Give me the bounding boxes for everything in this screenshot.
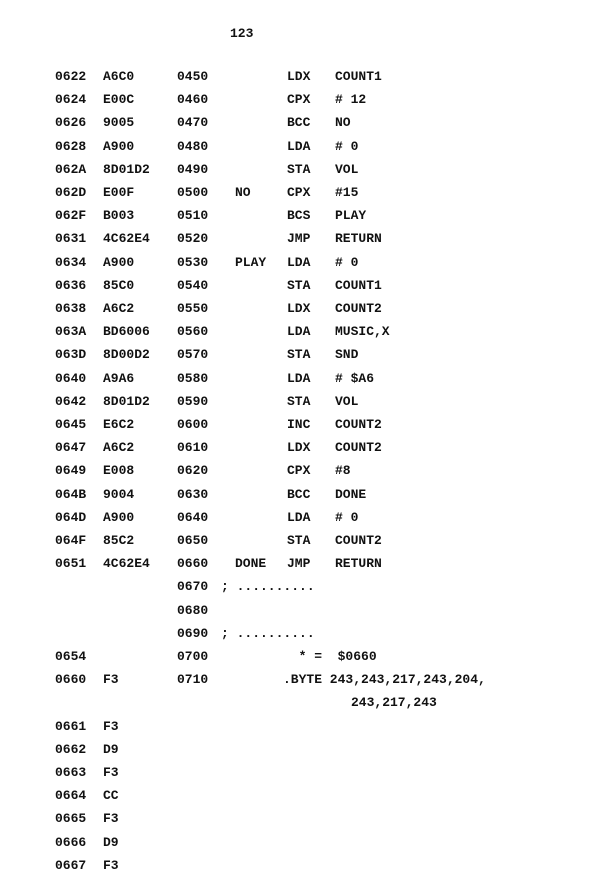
code-line <box>0 182 600 204</box>
object-code: B003 <box>103 208 135 224</box>
line-number: 0620 <box>177 463 209 479</box>
address: 063D <box>55 347 87 363</box>
object-code: 85C0 <box>103 277 135 293</box>
mnemonic: STA <box>287 393 311 409</box>
data-byte-line <box>0 808 600 830</box>
mnemonic: CPX <box>287 185 311 200</box>
mnemonic: LDX <box>287 301 311 316</box>
mnemonic: BCC <box>287 486 311 502</box>
comment-line <box>0 623 600 645</box>
mnemonic: CPX <box>287 463 311 479</box>
object-code: F3 <box>103 857 119 873</box>
mnemonic: STA <box>287 161 311 177</box>
comment: ; .......... <box>221 625 315 641</box>
line-number: 0550 <box>177 301 209 316</box>
data-byte-line <box>0 716 600 738</box>
address: 0660 <box>55 672 87 688</box>
line-number: 0450 <box>177 69 209 84</box>
mnemonic: BCS <box>287 208 311 224</box>
code-line <box>0 159 600 181</box>
mnemonic: LDA <box>287 138 311 154</box>
line-number: 0590 <box>177 393 209 409</box>
object-code: CC <box>103 788 119 804</box>
address: 062A <box>55 161 87 177</box>
mnemonic: JMP <box>287 556 311 572</box>
operand: VOL <box>335 161 359 177</box>
line-number: 0580 <box>177 370 209 386</box>
address: 0662 <box>55 741 87 757</box>
address: 0649 <box>55 463 87 479</box>
mnemonic: LDX <box>287 440 311 456</box>
mnemonic: STA <box>287 347 311 363</box>
object-code: E008 <box>103 463 135 479</box>
address: 064F <box>55 533 87 548</box>
address: 062F <box>55 208 87 224</box>
mnemonic: STA <box>287 277 311 293</box>
object-code: A6C2 <box>103 301 135 316</box>
address: 0666 <box>55 834 87 850</box>
code-line <box>0 252 600 274</box>
code-line <box>0 391 600 413</box>
code-line <box>0 344 600 366</box>
line-number: 0500 <box>177 185 209 200</box>
mnemonic: JMP <box>287 231 311 247</box>
operand: COUNT2 <box>335 301 382 316</box>
address: 062D <box>55 185 87 200</box>
comment-line <box>0 576 600 598</box>
mnemonic: CPX <box>287 92 311 108</box>
operand: MUSIC,X <box>335 324 390 340</box>
code-line <box>0 66 600 88</box>
label: NO <box>235 185 251 200</box>
code-line <box>0 205 600 227</box>
object-code: A900 <box>103 138 135 154</box>
object-code: 9004 <box>103 486 135 502</box>
address: 0647 <box>55 440 87 456</box>
code-line <box>0 136 600 158</box>
label: DONE <box>235 556 267 572</box>
line-number: 0490 <box>177 161 209 177</box>
operand: COUNT2 <box>335 533 382 548</box>
directive: .BYTE 243,243,217,243,204, <box>283 672 486 688</box>
object-code: F3 <box>103 811 119 827</box>
line-number: 0460 <box>177 92 209 108</box>
address: 0626 <box>55 115 87 131</box>
operand: # 0 <box>335 138 359 154</box>
mnemonic: LDA <box>287 324 311 340</box>
operand: # 12 <box>335 92 367 108</box>
address: 0634 <box>55 254 87 270</box>
address: 0667 <box>55 857 87 873</box>
page-number: 123 <box>230 26 254 41</box>
data-byte-line <box>0 739 600 761</box>
address: 0654 <box>55 649 87 664</box>
address: 0664 <box>55 788 87 804</box>
line-number: 0630 <box>177 486 209 502</box>
data-byte-line <box>0 785 600 807</box>
address: 0645 <box>55 417 87 432</box>
code-line <box>0 414 600 436</box>
object-code: A9A6 <box>103 370 135 386</box>
operand: COUNT1 <box>335 69 382 84</box>
object-code: A900 <box>103 254 135 270</box>
operand: COUNT1 <box>335 277 382 293</box>
address: 0640 <box>55 370 87 386</box>
line-number: 0690 <box>177 625 209 641</box>
code-line <box>0 507 600 529</box>
line-number: 0670 <box>177 579 209 595</box>
object-code: A900 <box>103 509 135 525</box>
address: 0661 <box>55 718 87 734</box>
operand: # 0 <box>335 254 359 270</box>
code-line <box>0 298 600 320</box>
address: 0636 <box>55 277 87 293</box>
code-line <box>0 553 600 575</box>
data-byte-line <box>0 855 600 877</box>
line-number: 0710 <box>177 672 209 688</box>
data-byte-line <box>0 832 600 854</box>
operand: RETURN <box>335 231 382 247</box>
line-number: 0540 <box>177 277 209 293</box>
object-code: E6C2 <box>103 417 135 432</box>
code-line <box>0 530 600 552</box>
object-code: E00C <box>103 92 135 108</box>
line-number: 0530 <box>177 254 209 270</box>
code-line <box>0 437 600 459</box>
comment-line <box>0 600 600 622</box>
address: 0663 <box>55 765 87 780</box>
address: 0628 <box>55 138 87 154</box>
continuation-line <box>0 692 600 714</box>
operand: DONE <box>335 486 367 502</box>
object-code: A6C0 <box>103 69 135 84</box>
line-number: 0680 <box>177 602 209 618</box>
directive-line <box>0 646 600 668</box>
operand: RETURN <box>335 556 382 572</box>
line-number: 0560 <box>177 324 209 340</box>
directive-line <box>0 669 600 691</box>
code-line <box>0 321 600 343</box>
address: 064B <box>55 486 87 502</box>
address: 0642 <box>55 393 87 409</box>
line-number: 0570 <box>177 347 209 363</box>
operand: #8 <box>335 463 351 479</box>
operand: # $A6 <box>335 370 375 386</box>
operand: SND <box>335 347 359 363</box>
code-line <box>0 460 600 482</box>
mnemonic: BCC <box>287 115 311 131</box>
address: 0624 <box>55 92 87 108</box>
code-line <box>0 484 600 506</box>
operand: # 0 <box>335 509 359 525</box>
object-code: 8D00D2 <box>103 347 150 363</box>
operand: VOL <box>335 393 359 409</box>
code-line <box>0 275 600 297</box>
label: PLAY <box>235 254 267 270</box>
data-byte-line <box>0 762 600 784</box>
line-number: 0640 <box>177 509 209 525</box>
comment: ; .......... <box>221 579 315 595</box>
address: 0638 <box>55 301 87 316</box>
code-line <box>0 112 600 134</box>
line-number: 0470 <box>177 115 209 131</box>
mnemonic: LDA <box>287 509 311 525</box>
operand: #15 <box>335 185 359 200</box>
line-number: 0610 <box>177 440 209 456</box>
line-number: 0700 <box>177 649 209 664</box>
address: 063A <box>55 324 87 340</box>
object-code: 4C62E4 <box>103 231 150 247</box>
directive: * = $0660 <box>283 649 377 664</box>
code-line <box>0 89 600 111</box>
operand: COUNT2 <box>335 417 382 432</box>
object-code: E00F <box>103 185 135 200</box>
object-code: 8D01D2 <box>103 393 150 409</box>
object-code: D9 <box>103 741 119 757</box>
line-number: 0480 <box>177 138 209 154</box>
address: 0631 <box>55 231 87 247</box>
object-code: 85C2 <box>103 533 135 548</box>
object-code: 9005 <box>103 115 135 131</box>
mnemonic: STA <box>287 533 311 548</box>
code-line <box>0 368 600 390</box>
object-code: 4C62E4 <box>103 556 150 572</box>
mnemonic: INC <box>287 417 311 432</box>
line-number: 0660 <box>177 556 209 572</box>
line-number: 0520 <box>177 231 209 247</box>
mnemonic: LDX <box>287 69 311 84</box>
address: 0665 <box>55 811 87 827</box>
address: 0622 <box>55 69 87 84</box>
operand: PLAY <box>335 208 367 224</box>
mnemonic: LDA <box>287 370 311 386</box>
object-code: BD6006 <box>103 324 150 340</box>
address: 0651 <box>55 556 87 572</box>
object-code: F3 <box>103 672 119 688</box>
line-number: 0600 <box>177 417 209 432</box>
line-number: 0650 <box>177 533 209 548</box>
object-code: F3 <box>103 765 119 780</box>
operand: COUNT2 <box>335 440 382 456</box>
object-code: A6C2 <box>103 440 135 456</box>
code-line <box>0 228 600 250</box>
object-code: D9 <box>103 834 119 850</box>
byte-continuation: 243,217,243 <box>351 695 437 711</box>
object-code: F3 <box>103 718 119 734</box>
operand: NO <box>335 115 351 131</box>
line-number: 0510 <box>177 208 209 224</box>
mnemonic: LDA <box>287 254 311 270</box>
object-code: 8D01D2 <box>103 161 150 177</box>
address: 064D <box>55 509 87 525</box>
